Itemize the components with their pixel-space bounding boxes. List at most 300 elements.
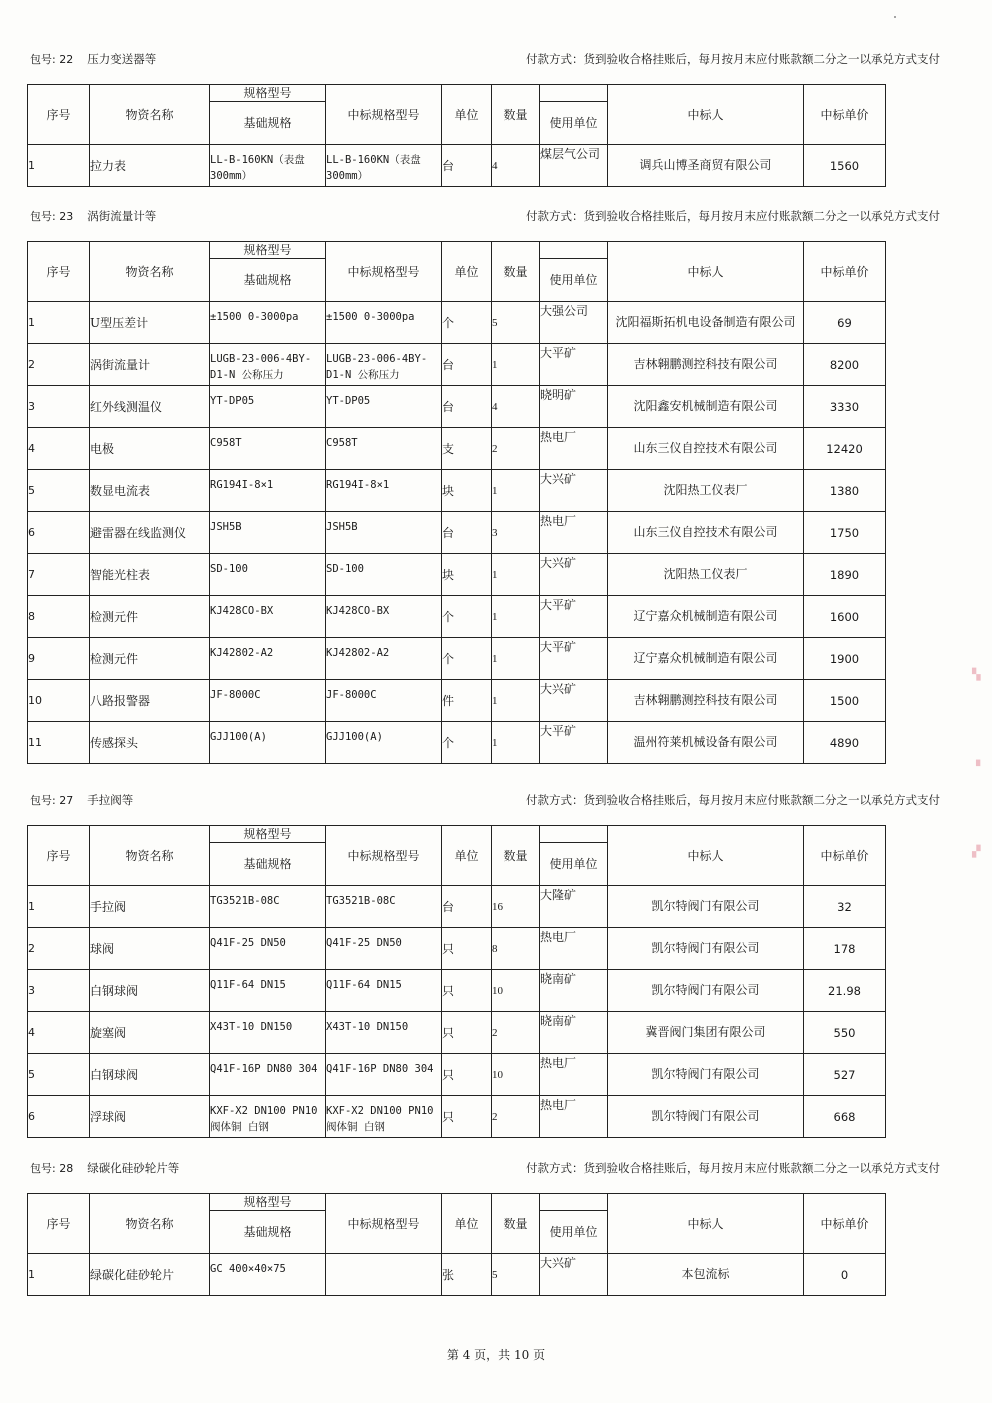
cell-winner: 山东三仪自控技术有限公司 [608, 428, 804, 470]
cell-use-unit-wrap [540, 638, 608, 680]
cell-winning-spec: ±1500 0-3000pa [326, 310, 415, 323]
cell-base-spec: SD-100 [210, 562, 248, 575]
table-row [28, 928, 886, 970]
header-use-unit: 使用单位 [540, 843, 608, 886]
cell-winning-spec: X43T-10 DN150 [326, 1020, 409, 1033]
header-unit: 单位 [442, 1194, 492, 1254]
payment-terms: 付款方式：货到验收合格挂账后，每月按月末应付账款额二分之一以承兑方式支付 [526, 52, 940, 66]
cell-base-spec: YT-DP05 [210, 394, 255, 407]
table-row [28, 512, 886, 554]
cell-base-spec: LUGB-23-006-4BY-D1-N 公称压力 [210, 352, 312, 381]
header-use-unit-top [540, 85, 608, 102]
table-row [28, 596, 886, 638]
package-number: 包号: 27 [30, 794, 74, 807]
cell-use-unit-wrap [540, 1054, 608, 1096]
cell-qty: 4 [492, 145, 540, 187]
payment-terms: 付款方式：货到验收合格挂账后，每月按月末应付账款额二分之一以承兑方式支付 [526, 209, 940, 223]
package-label [30, 791, 133, 810]
cell-price: 8200 [804, 344, 886, 386]
cell-unit: 个 [442, 638, 492, 680]
cell-base-spec: Q41F-16P DN80 304 [210, 1062, 318, 1075]
cell-name: 数显电流表 [90, 470, 210, 512]
header-name: 物资名称 [90, 1194, 210, 1254]
package-number: 包号: 22 [30, 53, 74, 66]
cell-name: 检测元件 [90, 638, 210, 680]
cell-winning-spec-wrap [326, 680, 442, 722]
header-name: 物资名称 [90, 826, 210, 886]
header-winner: 中标人 [608, 85, 804, 145]
cell-base-spec: Q41F-25 DN50 [210, 936, 286, 949]
cell-winner: 凯尔特阀门有限公司 [608, 1054, 804, 1096]
cell-base-spec: JF-8000C [210, 688, 261, 701]
header-spec-group: 规格型号 [210, 1194, 326, 1211]
cell-winning-spec-wrap [326, 886, 442, 928]
header-spec-group: 规格型号 [210, 85, 326, 102]
cell-price: 0 [804, 1254, 886, 1296]
cell-use-unit: 大兴矿 [540, 471, 577, 486]
cell-base-spec-wrap [210, 512, 326, 554]
cell-base-spec-wrap [210, 1012, 326, 1054]
header-name: 物资名称 [90, 85, 210, 145]
header-base-spec: 基础规格 [210, 259, 326, 302]
header-use-unit-top [540, 242, 608, 259]
cell-name: 避雷器在线监测仪 [90, 512, 210, 554]
cell-name: 白钢球阀 [90, 1054, 210, 1096]
cell-unit: 台 [442, 512, 492, 554]
cell-base-spec-wrap [210, 1054, 326, 1096]
cell-seq: 1 [28, 145, 90, 187]
package-title: 压力变送器等 [87, 52, 157, 66]
cell-use-unit: 热电厂 [540, 513, 577, 528]
cell-winning-spec-wrap [326, 470, 442, 512]
cell-unit: 台 [442, 344, 492, 386]
cell-seq: 2 [28, 344, 90, 386]
table-header [28, 826, 886, 886]
cell-price: 1600 [804, 596, 886, 638]
package-header [30, 207, 940, 225]
cell-name: 绿碳化硅砂轮片 [90, 1254, 210, 1296]
cell-use-unit: 晓明矿 [540, 387, 577, 402]
cell-name: 拉力表 [90, 145, 210, 187]
cell-price: 1560 [804, 145, 886, 187]
cell-qty: 1 [492, 638, 540, 680]
package-header [30, 50, 940, 68]
cell-seq: 2 [28, 928, 90, 970]
cell-base-spec: TG3521B-08C [210, 894, 280, 907]
header-winner: 中标人 [608, 826, 804, 886]
cell-qty: 10 [492, 970, 540, 1012]
header-qty: 数量 [492, 85, 540, 145]
cell-base-spec: RG194I-8×1 [210, 478, 274, 491]
header-unit: 单位 [442, 242, 492, 302]
cell-base-spec: KJ42802-A2 [210, 646, 274, 659]
cell-unit: 台 [442, 886, 492, 928]
table-row [28, 344, 886, 386]
cell-seq: 6 [28, 1096, 90, 1138]
cell-winner: 本包流标 [608, 1254, 804, 1296]
cell-use-unit: 大平矿 [540, 345, 577, 360]
cell-unit: 个 [442, 302, 492, 344]
cell-winner: 沈阳热工仪表厂 [608, 554, 804, 596]
cell-seq: 3 [28, 970, 90, 1012]
cell-base-spec-wrap [210, 386, 326, 428]
header-name: 物资名称 [90, 242, 210, 302]
header-use-unit: 使用单位 [540, 259, 608, 302]
cell-use-unit-wrap [540, 970, 608, 1012]
cell-unit: 件 [442, 680, 492, 722]
cell-base-spec-wrap [210, 886, 326, 928]
cell-use-unit: 大平矿 [540, 723, 577, 738]
cell-winner: 辽宁嘉众机械制造有限公司 [608, 638, 804, 680]
cell-seq: 10 [28, 680, 90, 722]
package-title: 绿碳化硅砂轮片等 [87, 1161, 180, 1175]
package-label [30, 50, 156, 69]
cell-winning-spec-wrap [326, 512, 442, 554]
cell-base-spec: GC 400×40×75 [210, 1262, 286, 1275]
cell-qty: 1 [492, 470, 540, 512]
cell-price: 69 [804, 302, 886, 344]
cell-seq: 5 [28, 470, 90, 512]
cell-winner: 凯尔特阀门有限公司 [608, 970, 804, 1012]
cell-qty: 2 [492, 428, 540, 470]
cell-price: 4890 [804, 722, 886, 764]
table-row [28, 722, 886, 764]
cell-base-spec-wrap [210, 1096, 326, 1138]
cell-base-spec: C958T [210, 436, 242, 449]
header-winner: 中标人 [608, 1194, 804, 1254]
cell-seq: 6 [28, 512, 90, 554]
header-base-spec: 基础规格 [210, 102, 326, 145]
cell-winning-spec: Q41F-16P DN80 304 [326, 1062, 434, 1075]
cell-use-unit: 热电厂 [540, 1055, 577, 1070]
header-price: 中标单价 [804, 1194, 886, 1254]
cell-name: 旋塞阀 [90, 1012, 210, 1054]
cell-use-unit-wrap [540, 145, 608, 187]
cell-price: 21.98 [804, 970, 886, 1012]
cell-base-spec-wrap [210, 1254, 326, 1296]
cell-seq: 1 [28, 886, 90, 928]
cell-name: U型压差计 [90, 302, 210, 344]
cell-name: 传感探头 [90, 722, 210, 764]
cell-use-unit-wrap [540, 886, 608, 928]
cell-base-spec-wrap [210, 554, 326, 596]
payment-terms: 付款方式：货到验收合格挂账后，每月按月末应付账款额二分之一以承兑方式支付 [526, 793, 940, 807]
cell-qty: 4 [492, 386, 540, 428]
cell-use-unit-wrap [540, 470, 608, 512]
table-row [28, 680, 886, 722]
items-table [27, 84, 886, 187]
cell-unit: 个 [442, 596, 492, 638]
cell-unit: 台 [442, 145, 492, 187]
header-winning-spec: 中标规格型号 [326, 826, 442, 886]
cell-name: 球阀 [90, 928, 210, 970]
items-table [27, 241, 886, 764]
cell-base-spec-wrap [210, 470, 326, 512]
seal-fragment: ▘ [976, 760, 985, 773]
cell-name: 电极 [90, 428, 210, 470]
cell-use-unit-wrap [540, 596, 608, 638]
cell-seq: 3 [28, 386, 90, 428]
cell-winning-spec-wrap [326, 302, 442, 344]
cell-base-spec-wrap [210, 302, 326, 344]
cell-winning-spec: Q41F-25 DN50 [326, 936, 402, 949]
cell-unit: 支 [442, 428, 492, 470]
cell-winner: 凯尔特阀门有限公司 [608, 886, 804, 928]
cell-unit: 块 [442, 554, 492, 596]
cell-winning-spec-wrap [326, 1096, 442, 1138]
cell-winner: 沈阳鑫安机械制造有限公司 [608, 386, 804, 428]
cell-winning-spec: GJJ100(A) [326, 730, 383, 743]
cell-base-spec-wrap [210, 145, 326, 187]
seal-fragment: ▚ [972, 668, 981, 681]
header-winning-spec: 中标规格型号 [326, 242, 442, 302]
cell-seq: 4 [28, 1012, 90, 1054]
cell-price: 1500 [804, 680, 886, 722]
package-label [30, 1159, 179, 1178]
cell-winning-spec: KJ428CO-BX [326, 604, 390, 617]
header-qty: 数量 [492, 242, 540, 302]
table-row [28, 1012, 886, 1054]
cell-base-spec-wrap [210, 970, 326, 1012]
cell-price: 178 [804, 928, 886, 970]
table-row [28, 1254, 886, 1296]
cell-winning-spec: KXF-X2 DN100 PN10阀体铜 白钢 [326, 1104, 434, 1133]
cell-use-unit: 大兴矿 [540, 681, 577, 696]
cell-base-spec-wrap [210, 638, 326, 680]
cell-unit: 只 [442, 1096, 492, 1138]
header-qty: 数量 [492, 1194, 540, 1254]
table-row [28, 970, 886, 1012]
cell-base-spec: Q11F-64 DN15 [210, 978, 286, 991]
header-seq: 序号 [28, 85, 90, 145]
cell-base-spec: JSH5B [210, 520, 242, 533]
table-row [28, 638, 886, 680]
cell-use-unit: 热电厂 [540, 1097, 577, 1112]
cell-winner: 调兵山博圣商贸有限公司 [608, 145, 804, 187]
header-spec-group: 规格型号 [210, 242, 326, 259]
cell-base-spec-wrap [210, 344, 326, 386]
cell-use-unit: 热电厂 [540, 429, 577, 444]
cell-winning-spec-wrap [326, 386, 442, 428]
header-unit: 单位 [442, 85, 492, 145]
cell-winner: 凯尔特阀门有限公司 [608, 928, 804, 970]
cell-seq: 4 [28, 428, 90, 470]
table-row [28, 886, 886, 928]
table-row [28, 554, 886, 596]
cell-use-unit: 大强公司 [540, 303, 589, 318]
cell-use-unit: 大兴矿 [540, 555, 577, 570]
cell-winning-spec: TG3521B-08C [326, 894, 396, 907]
scan-speck [894, 16, 896, 18]
cell-qty: 8 [492, 928, 540, 970]
cell-winner: 沈阳热工仪表厂 [608, 470, 804, 512]
cell-name: 八路报警器 [90, 680, 210, 722]
cell-base-spec: X43T-10 DN150 [210, 1020, 293, 1033]
package-title: 手拉阀等 [87, 793, 134, 807]
table-header [28, 242, 886, 302]
cell-name: 白钢球阀 [90, 970, 210, 1012]
header-winning-spec: 中标规格型号 [326, 85, 442, 145]
table-row [28, 428, 886, 470]
cell-use-unit-wrap [540, 1096, 608, 1138]
header-use-unit-top [540, 1194, 608, 1211]
cell-unit: 台 [442, 386, 492, 428]
cell-winning-spec-wrap [326, 554, 442, 596]
cell-use-unit-wrap [540, 302, 608, 344]
package-label [30, 207, 156, 226]
cell-price: 1900 [804, 638, 886, 680]
header-seq: 序号 [28, 242, 90, 302]
cell-winning-spec-wrap [326, 1012, 442, 1054]
cell-use-unit-wrap [540, 1254, 608, 1296]
cell-use-unit: 大兴矿 [540, 1255, 577, 1270]
cell-price: 12420 [804, 428, 886, 470]
package-header [30, 1159, 940, 1177]
header-use-unit-top [540, 826, 608, 843]
cell-use-unit-wrap [540, 722, 608, 764]
cell-winning-spec-wrap [326, 428, 442, 470]
cell-base-spec: KJ428CO-BX [210, 604, 274, 617]
cell-winning-spec [326, 1257, 441, 1293]
table-row [28, 470, 886, 512]
cell-qty: 1 [492, 680, 540, 722]
cell-price: 3330 [804, 386, 886, 428]
cell-use-unit-wrap [540, 386, 608, 428]
cell-use-unit-wrap [540, 680, 608, 722]
items-table [27, 825, 886, 1138]
cell-price: 1750 [804, 512, 886, 554]
cell-winner: 吉林翱鹏测控科技有限公司 [608, 344, 804, 386]
cell-winning-spec: LUGB-23-006-4BY-D1-N 公称压力 [326, 352, 428, 381]
cell-winning-spec-wrap [326, 145, 442, 187]
cell-use-unit-wrap [540, 1012, 608, 1054]
cell-seq: 8 [28, 596, 90, 638]
cell-winning-spec: JSH5B [326, 520, 358, 533]
cell-price: 1380 [804, 470, 886, 512]
cell-price: 527 [804, 1054, 886, 1096]
header-use-unit: 使用单位 [540, 102, 608, 145]
cell-price: 32 [804, 886, 886, 928]
cell-winning-spec: JF-8000C [326, 688, 377, 701]
cell-name: 涡街流量计 [90, 344, 210, 386]
cell-use-unit: 煤层气公司 [540, 146, 601, 161]
cell-seq: 11 [28, 722, 90, 764]
cell-use-unit: 大平矿 [540, 639, 577, 654]
header-seq: 序号 [28, 826, 90, 886]
cell-unit: 块 [442, 470, 492, 512]
cell-unit: 只 [442, 970, 492, 1012]
payment-terms: 付款方式：货到验收合格挂账后，每月按月末应付账款额二分之一以承兑方式支付 [526, 1161, 940, 1175]
cell-use-unit: 晓南矿 [540, 1013, 577, 1028]
cell-base-spec: LL-B-160KN（表盘300mm） [210, 153, 305, 182]
cell-winner: 吉林翱鹏测控科技有限公司 [608, 680, 804, 722]
header-seq: 序号 [28, 1194, 90, 1254]
header-unit: 单位 [442, 826, 492, 886]
cell-base-spec: ±1500 0-3000pa [210, 310, 299, 323]
cell-unit: 只 [442, 928, 492, 970]
cell-base-spec: GJJ100(A) [210, 730, 267, 743]
cell-winner: 凯尔特阀门有限公司 [608, 1096, 804, 1138]
cell-unit: 只 [442, 1012, 492, 1054]
cell-use-unit-wrap [540, 512, 608, 554]
cell-price: 550 [804, 1012, 886, 1054]
cell-winning-spec: SD-100 [326, 562, 364, 575]
table-header [28, 1194, 886, 1254]
cell-qty: 1 [492, 554, 540, 596]
table-row [28, 302, 886, 344]
cell-unit: 个 [442, 722, 492, 764]
cell-winning-spec-wrap [326, 596, 442, 638]
package-number: 包号: 23 [30, 210, 74, 223]
header-base-spec: 基础规格 [210, 843, 326, 886]
cell-use-unit: 大隆矿 [540, 887, 577, 902]
cell-use-unit-wrap [540, 554, 608, 596]
cell-name: 红外线测温仪 [90, 386, 210, 428]
package-number: 包号: 28 [30, 1162, 74, 1175]
cell-winning-spec: C958T [326, 436, 358, 449]
cell-winner: 冀晋阀门集团有限公司 [608, 1012, 804, 1054]
cell-base-spec-wrap [210, 680, 326, 722]
cell-base-spec-wrap [210, 722, 326, 764]
cell-winning-spec: LL-B-160KN（表盘300mm） [326, 153, 421, 182]
cell-winning-spec-wrap [326, 638, 442, 680]
cell-base-spec: KXF-X2 DN100 PN10阀体铜 白钢 [210, 1104, 318, 1133]
cell-qty: 2 [492, 1012, 540, 1054]
cell-seq: 1 [28, 302, 90, 344]
cell-qty: 1 [492, 722, 540, 764]
cell-winning-spec-wrap [326, 1254, 442, 1296]
items-table [27, 1193, 886, 1296]
cell-qty: 3 [492, 512, 540, 554]
page-footer: 第 4 页，共 10 页 [446, 1348, 546, 1362]
cell-winner: 沈阳福斯拓机电设备制造有限公司 [608, 302, 804, 344]
cell-qty: 5 [492, 302, 540, 344]
cell-base-spec-wrap [210, 928, 326, 970]
table-row [28, 1054, 886, 1096]
cell-winning-spec: RG194I-8×1 [326, 478, 390, 491]
cell-seq: 7 [28, 554, 90, 596]
cell-price: 1890 [804, 554, 886, 596]
cell-name: 检测元件 [90, 596, 210, 638]
header-winner: 中标人 [608, 242, 804, 302]
header-price: 中标单价 [804, 826, 886, 886]
cell-use-unit-wrap [540, 928, 608, 970]
cell-winning-spec-wrap [326, 722, 442, 764]
cell-seq: 5 [28, 1054, 90, 1096]
header-winning-spec: 中标规格型号 [326, 1194, 442, 1254]
cell-seq: 1 [28, 1254, 90, 1296]
cell-qty: 2 [492, 1096, 540, 1138]
cell-base-spec-wrap [210, 596, 326, 638]
cell-unit: 张 [442, 1254, 492, 1296]
cell-use-unit: 热电厂 [540, 929, 577, 944]
cell-winner: 辽宁嘉众机械制造有限公司 [608, 596, 804, 638]
cell-use-unit: 晓南矿 [540, 971, 577, 986]
cell-qty: 1 [492, 344, 540, 386]
cell-name: 智能光柱表 [90, 554, 210, 596]
header-spec-group: 规格型号 [210, 826, 326, 843]
package-header [30, 791, 940, 809]
cell-winning-spec: Q11F-64 DN15 [326, 978, 402, 991]
cell-unit: 只 [442, 1054, 492, 1096]
header-use-unit: 使用单位 [540, 1211, 608, 1254]
cell-use-unit-wrap [540, 428, 608, 470]
cell-base-spec-wrap [210, 428, 326, 470]
cell-winner: 温州符莱机械设备有限公司 [608, 722, 804, 764]
cell-winning-spec-wrap [326, 1054, 442, 1096]
cell-qty: 5 [492, 1254, 540, 1296]
table-header [28, 85, 886, 145]
